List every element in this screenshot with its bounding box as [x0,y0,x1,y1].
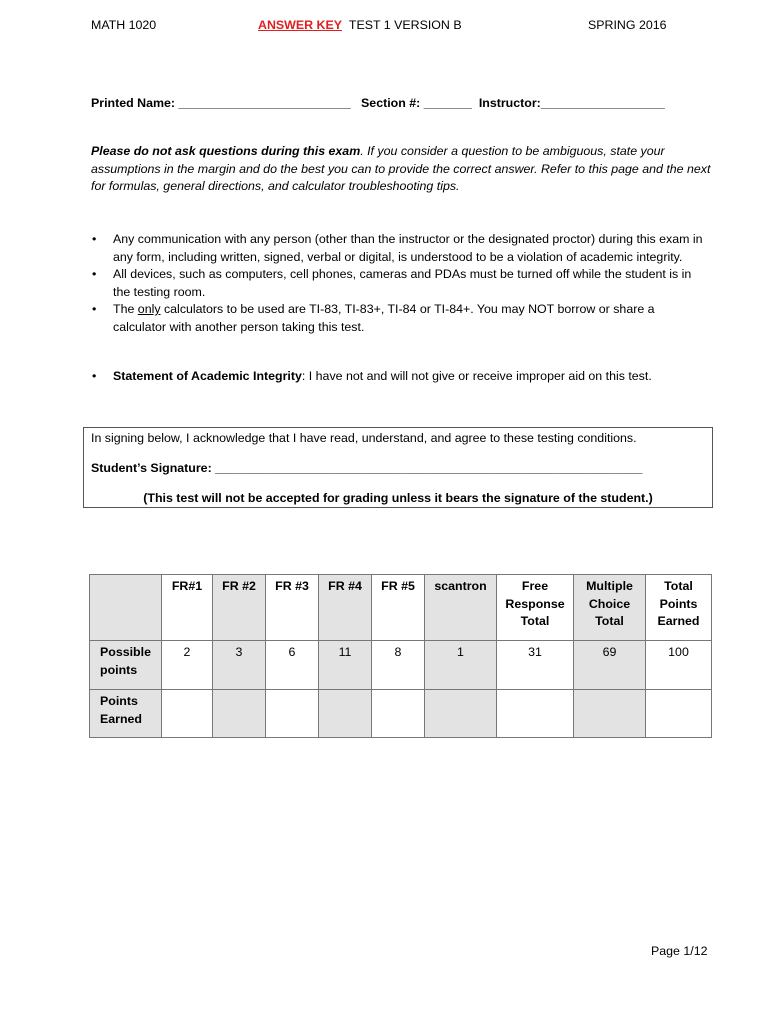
possible-points-fr3: 6 [266,641,319,690]
points-earned-scantron [425,690,497,738]
bullet-icon: • [92,302,97,316]
points-earned-fr4 [319,690,372,738]
answer-key-label: ANSWER KEY [258,18,342,32]
column-header-fr3: FR #3 [266,575,319,641]
possible-points-scantron: 1 [425,641,497,690]
student-info-fields: Printed Name: _________________________ Section #: _______ Instructor:__________________ [91,96,665,110]
possible-points-free-response-total: 31 [497,641,574,690]
signature-line: Student’s Signature: ______________________________________________________________ [91,461,643,475]
rule-item [91,301,711,336]
integrity-label: Statement of Academic Integrity [113,369,302,383]
course-title: MATH 1020 [91,18,157,32]
column-header-scantron: scantron [425,575,497,641]
points-earned-fr2 [213,690,266,738]
acknowledgement-text: In signing below, I acknowledge that I have read, understand, and agree to these testing conditions. [91,431,637,445]
points-earned-row [90,690,712,738]
possible-points-row [90,641,712,690]
bullet-icon: • [92,369,97,383]
column-header-fr5: FR #5 [372,575,425,641]
rule-text-post: calculators to be used are TI-83, TI-83+, TI-84 or TI-84+. You may NOT borrow or share a calculator with another person taking this test. [113,302,655,334]
bullet-icon: • [92,232,97,246]
possible-points-fr1: 2 [162,641,213,690]
exam-rules-list [91,231,711,336]
score-table [89,574,712,738]
possible-points-fr5: 8 [372,641,425,690]
column-header-fr4: FR #4 [319,575,372,641]
exam-title [258,18,462,32]
term-label: SPRING 2016 [588,18,667,32]
score-header-row [90,575,712,641]
column-header-free-response-total: Free Response Total [497,575,574,641]
exam-instructions [91,143,711,196]
column-header-fr2: FR #2 [213,575,266,641]
test-version-label: TEST 1 VERSION B [348,18,462,32]
row-label-possible-points: Possible points [90,641,162,690]
points-earned-fr3 [266,690,319,738]
rule-item [91,266,711,301]
possible-points-total: 100 [646,641,712,690]
rule-text: All devices, such as computers, cell phones, cameras and PDAs must be turned off while the student is in the testing room. [113,267,692,299]
points-earned-multiple-choice-total [574,690,646,738]
possible-points-fr4: 11 [319,641,372,690]
rule-text-pre: The [113,302,138,316]
points-earned-free-response-total [497,690,574,738]
column-header-total-points-earned: Total Points Earned [646,575,712,641]
row-label-points-earned: Points Earned [90,690,162,738]
page-number: Page 1/12 [651,944,708,958]
corner-cell [90,575,162,641]
bullet-icon: • [92,267,97,281]
rule-text-underlined: only [137,302,161,316]
column-header-fr1: FR#1 [162,575,213,641]
possible-points-multiple-choice-total: 69 [574,641,646,690]
rule-text: Any communication with any person (other than the instructor or the designated proctor) during this exam in any form, including written, signed, verbal or digital, is understood to be a violation of academic integrity. [113,232,703,264]
integrity-statement-list [91,368,711,386]
integrity-text: : I have not and will not give or receive improper aid on this test. [301,369,652,383]
integrity-item [91,368,711,386]
points-earned-total [646,690,712,738]
signature-box [83,427,713,508]
instructions-bold-lead: Please do not ask questions during this exam [91,144,361,158]
possible-points-fr2: 3 [213,641,266,690]
points-earned-fr1 [162,690,213,738]
instructions-body: . If you consider a question to be ambiguous, state your assumptions in the margin and do the best you can to provide the correct answer. Refer to this page and the next for formulas, general directions, and calculator troubleshooting tips. [91,144,711,193]
rule-item [91,231,711,266]
signature-note: (This test will not be accepted for grading unless it bears the signature of the student.) [143,491,653,505]
column-header-multiple-choice-total: Multiple Choice Total [574,575,646,641]
points-earned-fr5 [372,690,425,738]
